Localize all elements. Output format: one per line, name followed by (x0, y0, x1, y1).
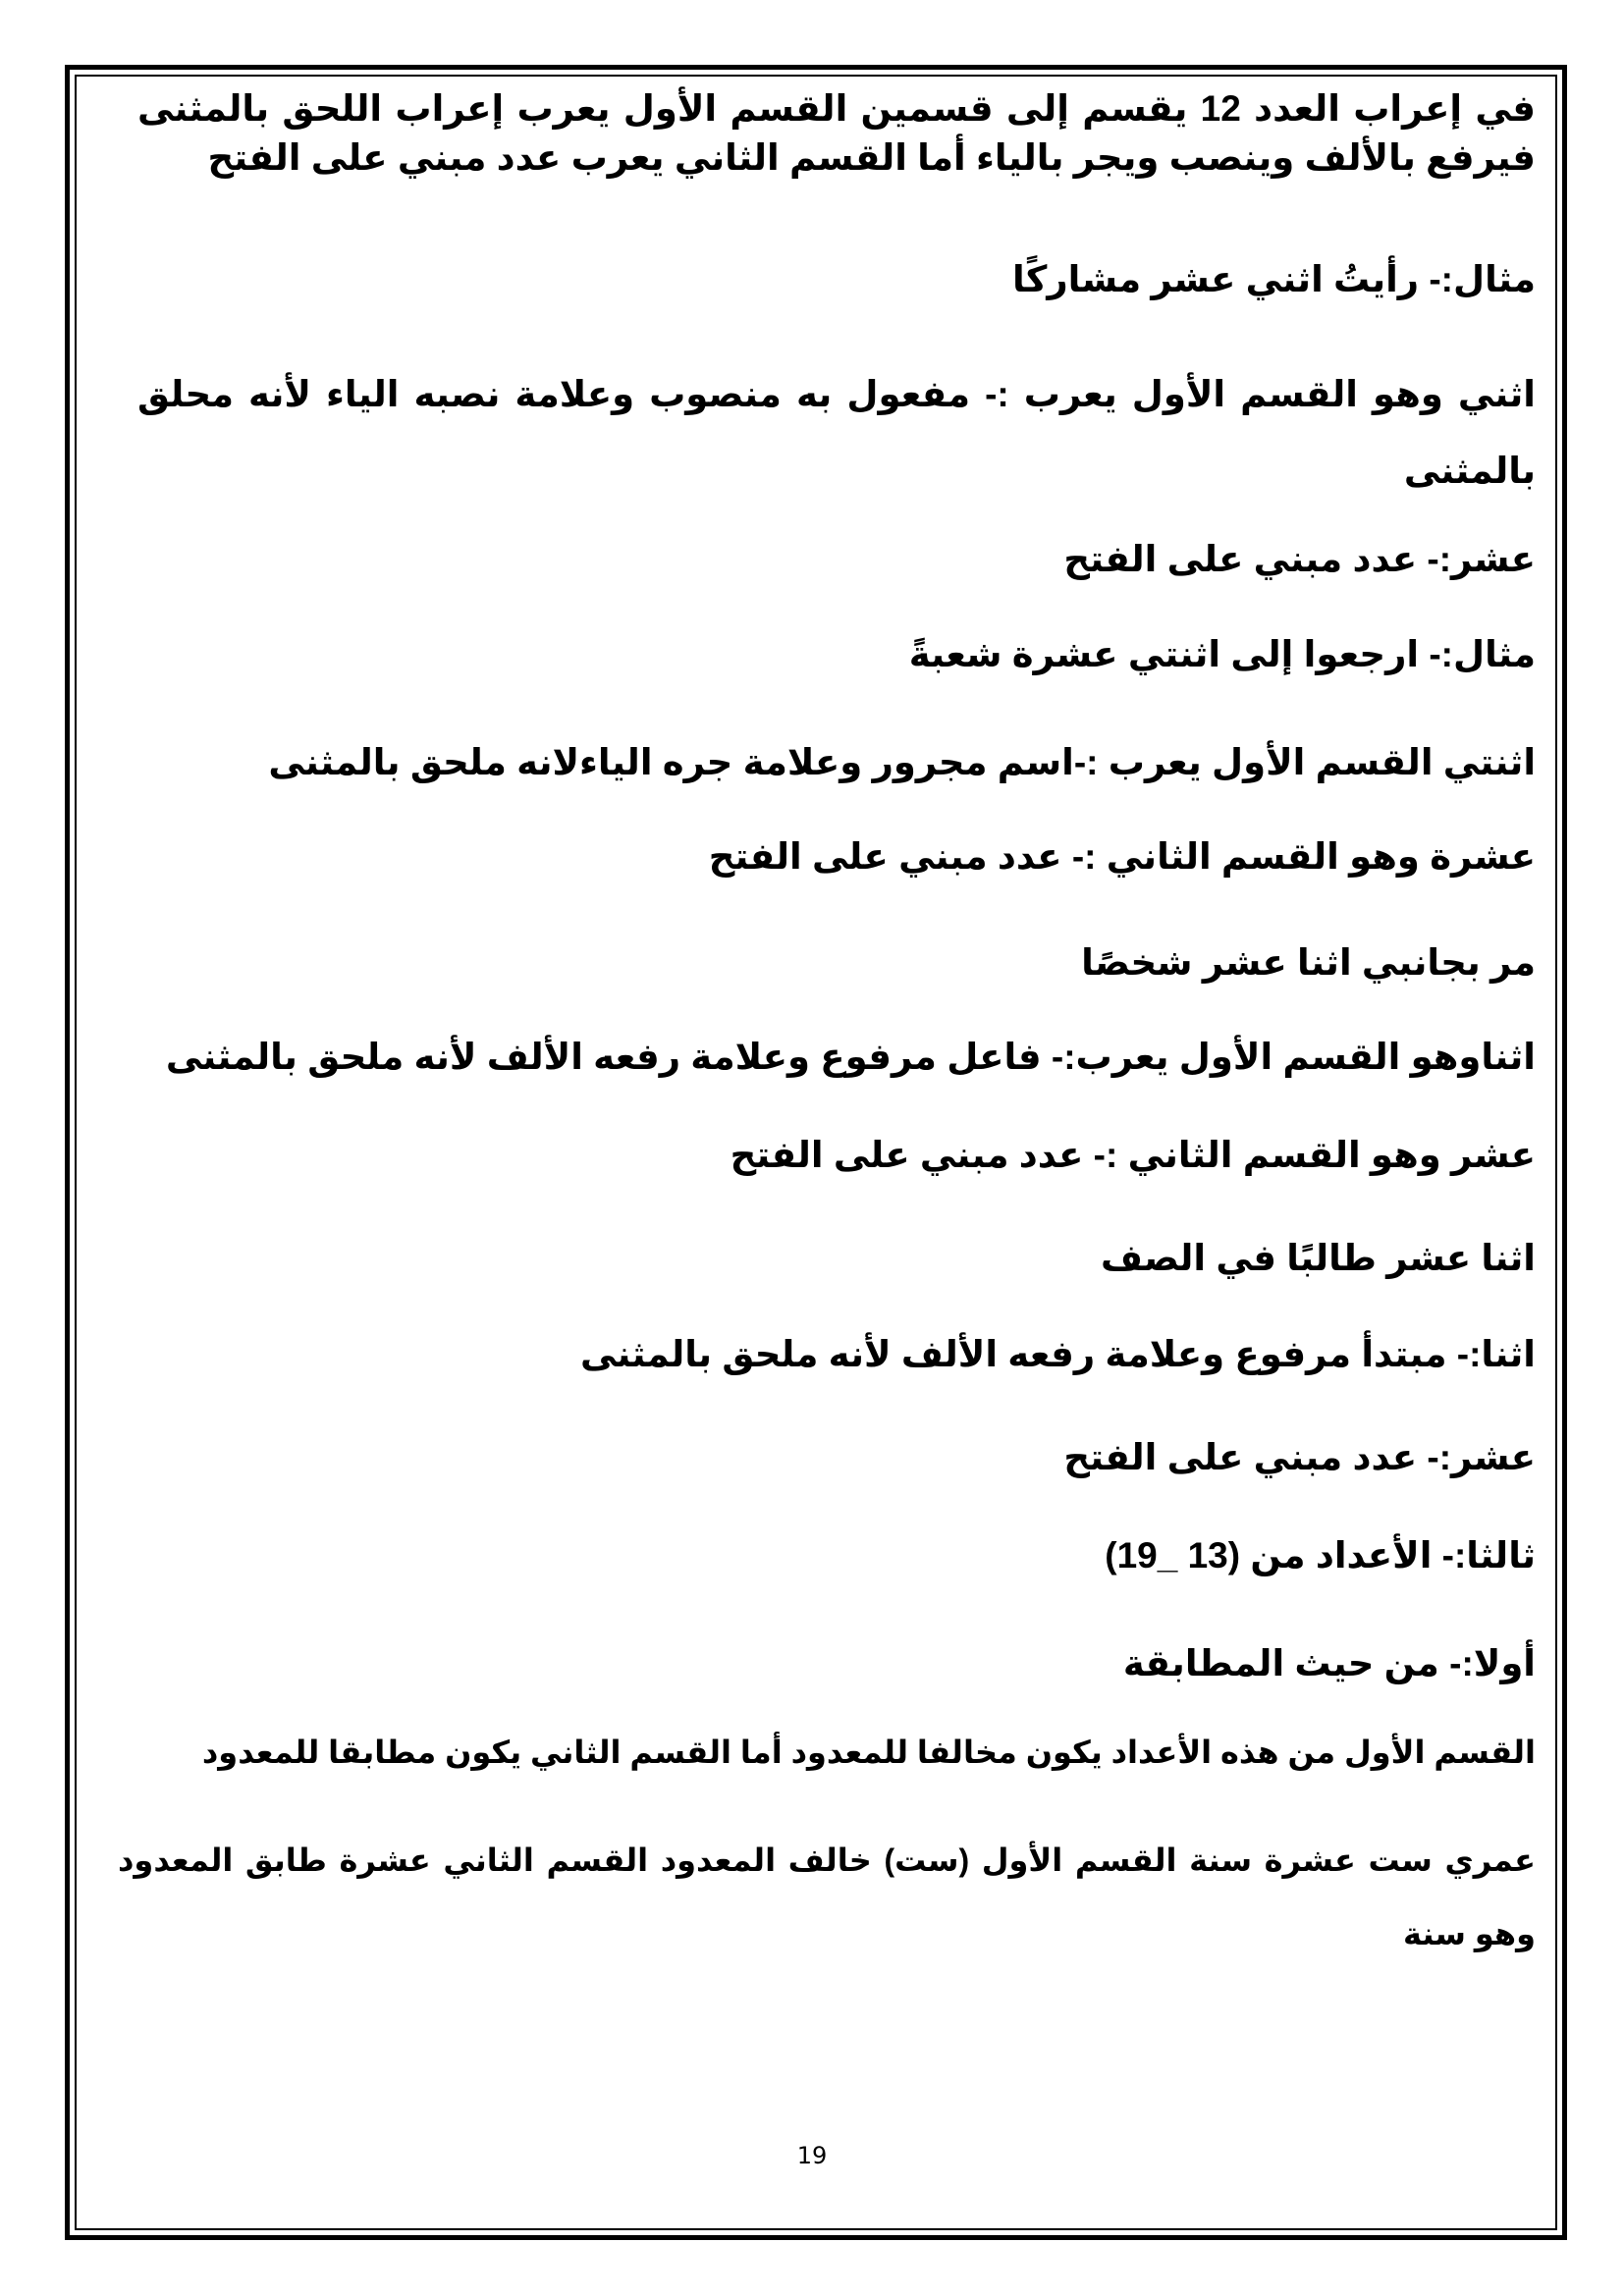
paragraph-9: اثناوهو القسم الأول يعرب:- فاعل مرفوع وعلامة رفعه الألف لأنه ملحق بالمثنى (165, 1037, 1536, 1077)
paragraph-4: عشر:- عدد مبني على الفتح (1063, 539, 1536, 579)
paragraph-12: اثنا:- مبتدأ مرفوع وعلامة رفعه الألف لأنه ملحق بالمثنى (579, 1334, 1536, 1374)
paragraph-3: اثني وهو القسم الأول يعرب :- مفعول به منصوب وعلامة نصبه الياء لأنه محلق بالمثنى (137, 374, 1536, 491)
subsection-heading: أولا:- من حيث المطابقة (1122, 1643, 1536, 1683)
paragraph-13: عشر:- عدد مبني على الفتح (1063, 1437, 1536, 1477)
paragraph-8: مر بجانبي اثنا عشر شخصًا (1081, 942, 1536, 983)
paragraph-11: اثنا عشر طالبًا في الصف (1100, 1238, 1536, 1278)
paragraph-10: عشر وهو القسم الثاني :- عدد مبني على الفتح (730, 1135, 1536, 1175)
paragraph-16: القسم الأول من هذه الأعداد يكون مخالفا للمعدود أما القسم الثاني يكون مطابقا للمعدود (201, 1735, 1536, 1770)
paragraph-7: عشرة وهو القسم الثاني :- عدد مبني على الفتح (708, 836, 1536, 877)
paragraph-2: مثال:- رأيتُ اثني عشر مشاركًا (1011, 259, 1536, 299)
paragraph-6: اثنتي القسم الأول يعرب :-اسم مجرور وعلامة جره الياءلانه ملحق بالمثنى (268, 742, 1536, 782)
section-heading: ثالثا:- الأعداد من (13 _19) (1105, 1535, 1536, 1575)
paragraph-5: مثال:- ارجعوا إلى اثنتي عشرة شعبةً (908, 634, 1536, 674)
page-number: 19 (796, 2142, 828, 2169)
paragraph-17: عمري ست عشرة سنة القسم الأول (ست) خالف المعدود القسم الثاني عشرة طابق المعدود وهو سنة (118, 1842, 1536, 1951)
paragraph-1: في إعراب العدد 12 يقسم إلى قسمين القسم الأول يعرب إعراب اللحق بالمثنى فيرفع بالألف وينصب ويجر بالياء أما القسم الثاني يعرب عدد مبني على الفتح (137, 88, 1536, 178)
